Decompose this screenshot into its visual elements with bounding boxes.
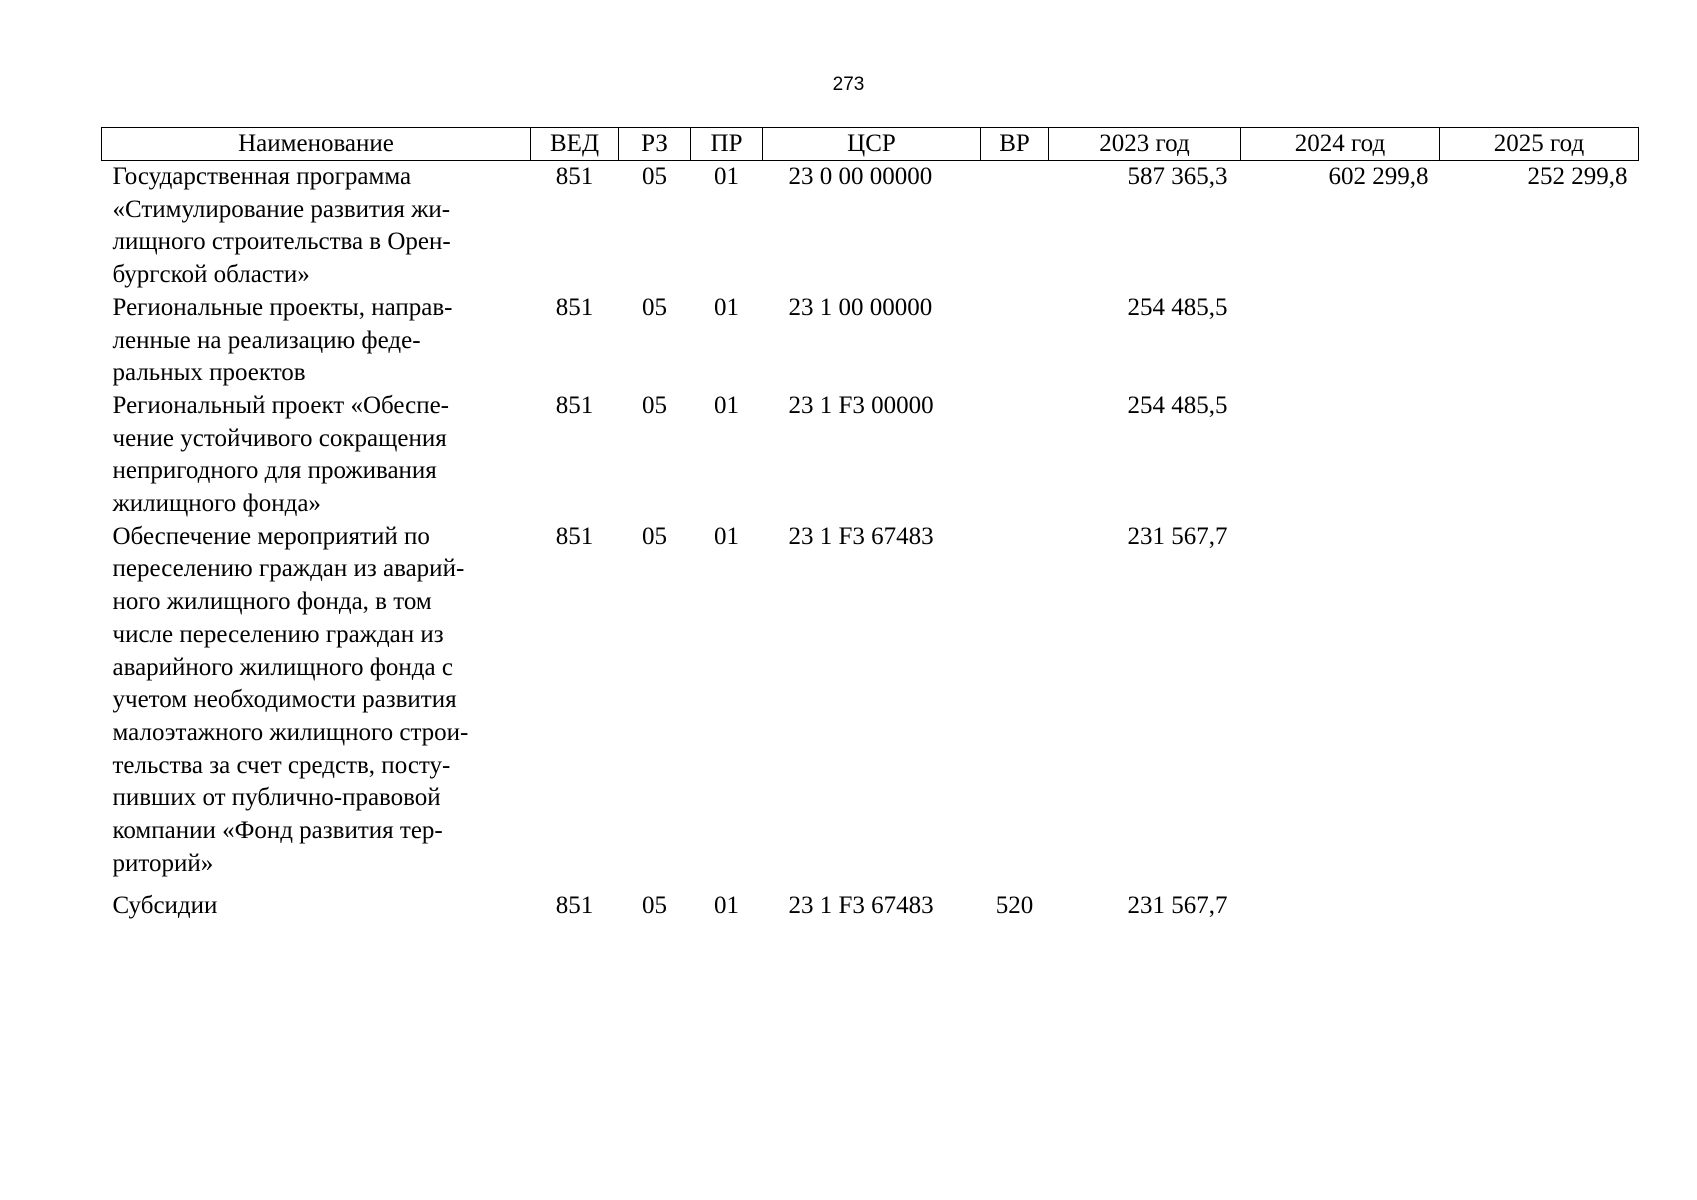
header-2025: 2025 год — [1440, 128, 1639, 161]
table-row — [102, 161, 1639, 292]
table-row — [102, 390, 1639, 521]
name-line: пивших от публично-правовой — [112, 784, 441, 812]
cell-vr — [981, 390, 1049, 521]
budget-table — [101, 127, 1639, 923]
name-line: лищного строительства в Орен- — [112, 228, 451, 256]
cell-2024 — [1241, 890, 1440, 923]
name-line: Обеспечение мероприятий по — [112, 522, 430, 550]
header-pr: ПР — [691, 128, 763, 161]
cell-pr: 01 — [714, 391, 739, 419]
cell-vr — [981, 161, 1049, 292]
name-line: Субсидии — [112, 892, 218, 920]
cell-2023: 254 485,5 — [1127, 293, 1228, 321]
cell-vr — [981, 292, 1049, 390]
header-row — [102, 128, 1639, 161]
cell-2024 — [1241, 521, 1440, 881]
header-2023: 2023 год — [1049, 128, 1241, 161]
spacer-cell — [102, 880, 1639, 890]
header-name: Наименование — [102, 128, 531, 161]
cell-ved: 851 — [555, 293, 594, 321]
name-line: компании «Фонд развития тер- — [112, 817, 443, 845]
cell-rz: 05 — [642, 391, 667, 419]
spacer-row — [102, 880, 1639, 890]
cell-2024: 602 299,8 — [1328, 163, 1429, 190]
name-line: переселению граждан из аварий- — [112, 555, 465, 583]
name-line: ленные на реализацию феде- — [112, 326, 421, 354]
cell-pr: 01 — [714, 293, 739, 321]
cell-csr: 23 1 F3 67483 — [788, 522, 934, 550]
cell-csr: 23 1 F3 00000 — [788, 391, 934, 419]
name-line: ральных проектов — [112, 359, 306, 387]
table-row — [102, 521, 1639, 881]
cell-2025 — [1440, 521, 1639, 881]
name-line: числе переселению граждан из — [112, 620, 444, 648]
table-header — [102, 128, 1639, 161]
name-line: чение устойчивого сокращения — [112, 424, 447, 452]
header-vr: ВР — [981, 128, 1049, 161]
cell-name — [102, 292, 531, 390]
cell-name — [102, 890, 531, 923]
cell-name — [102, 390, 531, 521]
cell-2024 — [1241, 292, 1440, 390]
header-2024: 2024 год — [1241, 128, 1440, 161]
cell-ved: 851 — [555, 892, 594, 920]
table-row — [102, 890, 1639, 923]
cell-csr: 23 0 00 00000 — [788, 163, 933, 190]
table-row — [102, 292, 1639, 390]
cell-ved: 851 — [555, 391, 594, 419]
name-line: ного жилищного фонда, в том — [112, 588, 432, 616]
name-line: тельства за счет средств, посту- — [112, 751, 451, 779]
name-line: бургской области» — [112, 261, 310, 289]
cell-ved: 851 — [555, 522, 594, 550]
cell-pr: 01 — [714, 892, 739, 920]
cell-name — [102, 161, 531, 292]
cell-pr: 01 — [714, 163, 739, 190]
page-number: 273 — [832, 74, 865, 95]
cell-2023: 587 365,3 — [1127, 163, 1228, 190]
table-body — [102, 161, 1639, 924]
name-line: учетом необходимости развития — [112, 686, 457, 714]
name-line: риторий» — [112, 849, 214, 877]
header-rz: РЗ — [619, 128, 691, 161]
name-line: «Стимулирование развития жи- — [112, 195, 451, 223]
cell-csr: 23 1 00 00000 — [788, 293, 933, 321]
header-ved: ВЕД — [531, 128, 619, 161]
cell-pr: 01 — [714, 522, 739, 550]
cell-2025 — [1440, 292, 1639, 390]
cell-csr: 23 1 F3 67483 — [788, 892, 934, 920]
name-line: непригодного для проживания — [112, 457, 437, 485]
name-line: Государственная программа — [112, 163, 412, 190]
cell-vr: 520 — [995, 892, 1034, 920]
cell-rz: 05 — [642, 293, 667, 321]
cell-2023: 254 485,5 — [1127, 391, 1228, 419]
cell-ved: 851 — [555, 163, 594, 190]
name-line: жилищного фонда» — [112, 490, 321, 518]
name-line: аварийного жилищного фонда с — [112, 653, 453, 681]
cell-2023: 231 567,7 — [1127, 522, 1228, 550]
name-line: малоэтажного жилищного строи- — [112, 718, 469, 746]
cell-name — [102, 521, 531, 881]
cell-2025 — [1440, 890, 1639, 923]
name-line: Региональный проект «Обеспе- — [112, 391, 450, 419]
cell-rz: 05 — [642, 892, 667, 920]
cell-2025: 252 299,8 — [1527, 163, 1628, 190]
cell-2024 — [1241, 390, 1440, 521]
cell-vr — [981, 521, 1049, 881]
cell-rz: 05 — [642, 163, 667, 190]
cell-rz: 05 — [642, 522, 667, 550]
name-line: Региональные проекты, направ- — [112, 293, 453, 321]
cell-2023: 231 567,7 — [1127, 892, 1228, 920]
cell-2025 — [1440, 390, 1639, 521]
header-csr: ЦСР — [763, 128, 981, 161]
